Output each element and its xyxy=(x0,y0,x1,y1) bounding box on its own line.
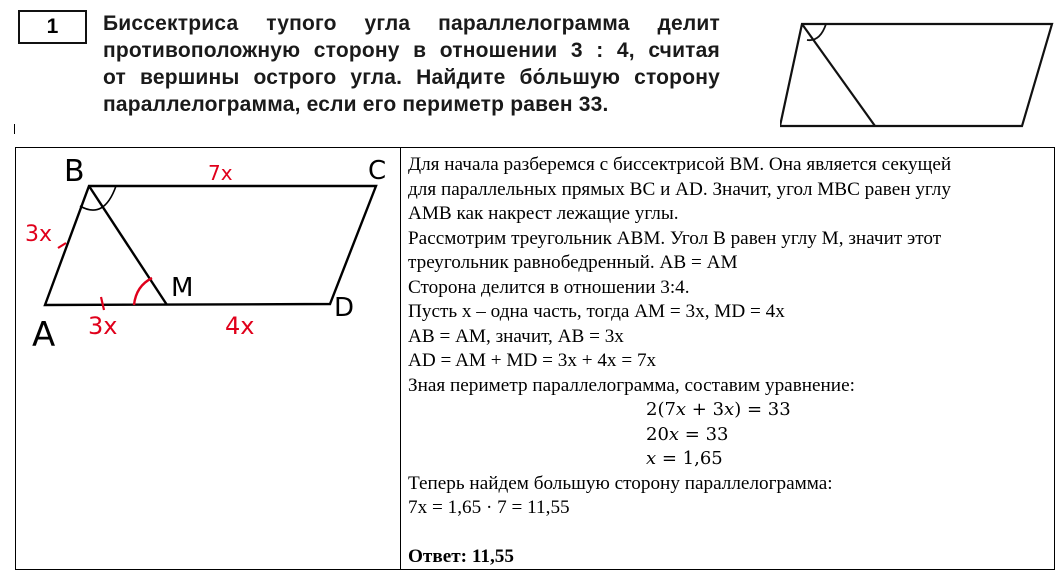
solution-line: АВ = АМ, значит, АВ = 3х xyxy=(408,325,624,347)
vertex-label-d: D xyxy=(334,293,355,323)
label-bc-7x: 7x xyxy=(208,161,233,185)
vertex-label-a: A xyxy=(32,315,56,355)
label-md-4x: 4x xyxy=(225,312,255,340)
answer-line xyxy=(408,545,1048,570)
equation-line: 20𝑥 = 33 xyxy=(646,423,729,445)
bisector-bm xyxy=(89,186,167,305)
task-text-line: от вершины острого угла. Найдите бо́льшую сторону xyxy=(103,66,720,89)
task-angle-arc xyxy=(807,24,826,40)
task-text-line: параллелограмма, если его периметр равен 33. xyxy=(103,93,609,116)
point-label-m: M xyxy=(171,273,194,303)
task-parallelogram-figure xyxy=(780,12,1058,137)
solution-line: АМВ как накрест лежащие углы. xyxy=(408,203,679,224)
solution-line: Пусть х – одна часть, тогда АМ = 3х, MD = 4x xyxy=(408,301,785,322)
vertex-label-b: B xyxy=(64,154,85,189)
parallelogram-abcd xyxy=(45,186,376,305)
solution-line: треугольник равнобедренный. АВ = АМ xyxy=(408,252,738,273)
task-text-line: противоположную сторону в отношении 3 : 4, считая xyxy=(103,39,720,62)
solution-line: Для начала разберемся с биссектрисой ВМ. Она является секущей xyxy=(408,154,952,175)
task-header xyxy=(0,0,1058,140)
am-tick-mark xyxy=(101,297,104,310)
answer-label: Ответ: xyxy=(408,546,468,567)
label-ab-3x: 3x xyxy=(25,222,53,247)
table-divider xyxy=(400,148,401,569)
solution-line: для параллельных прямых ВС и AD. Значит, угол МВС равен углу xyxy=(408,178,951,200)
solution-line: Сторона делится в отношении 3:4. xyxy=(408,276,690,298)
task-number-box xyxy=(18,10,87,44)
task-text-line: Биссектриса тупого угла параллелограмма делит xyxy=(103,12,720,35)
solution-line: Зная периметр параллелограмма, составим уравнение: xyxy=(408,374,855,396)
vertex-label-c: C xyxy=(368,156,387,186)
solution-line: 7х = 1,65 · 7 = 11,55 xyxy=(408,497,570,518)
solution-text xyxy=(408,153,1048,570)
task-number: 1 xyxy=(46,15,59,38)
solution-line: Теперь найдем большую сторону параллелограмма: xyxy=(408,472,833,494)
label-am-3x: 3x xyxy=(88,312,118,340)
solution-drawing xyxy=(16,148,400,569)
ab-tick-mark xyxy=(58,243,66,248)
equation-line: 𝑥 = 1,65 xyxy=(646,448,723,469)
solution-table xyxy=(15,147,1055,570)
blank-line xyxy=(408,521,1048,546)
solution-line: Рассмотрим треугольник АВМ. Угол В равен углу М, значит этот xyxy=(408,227,942,249)
equation-line: 2(7𝑥 + 3𝑥) = 33 xyxy=(646,399,791,420)
angle-m-arc xyxy=(134,278,152,305)
margin-mark xyxy=(14,124,15,134)
task-parallelogram xyxy=(780,24,1052,126)
solution-line: AD = AM + MD = 3x + 4x = 7x xyxy=(408,350,657,371)
answer-value: 11,55 xyxy=(471,546,514,567)
